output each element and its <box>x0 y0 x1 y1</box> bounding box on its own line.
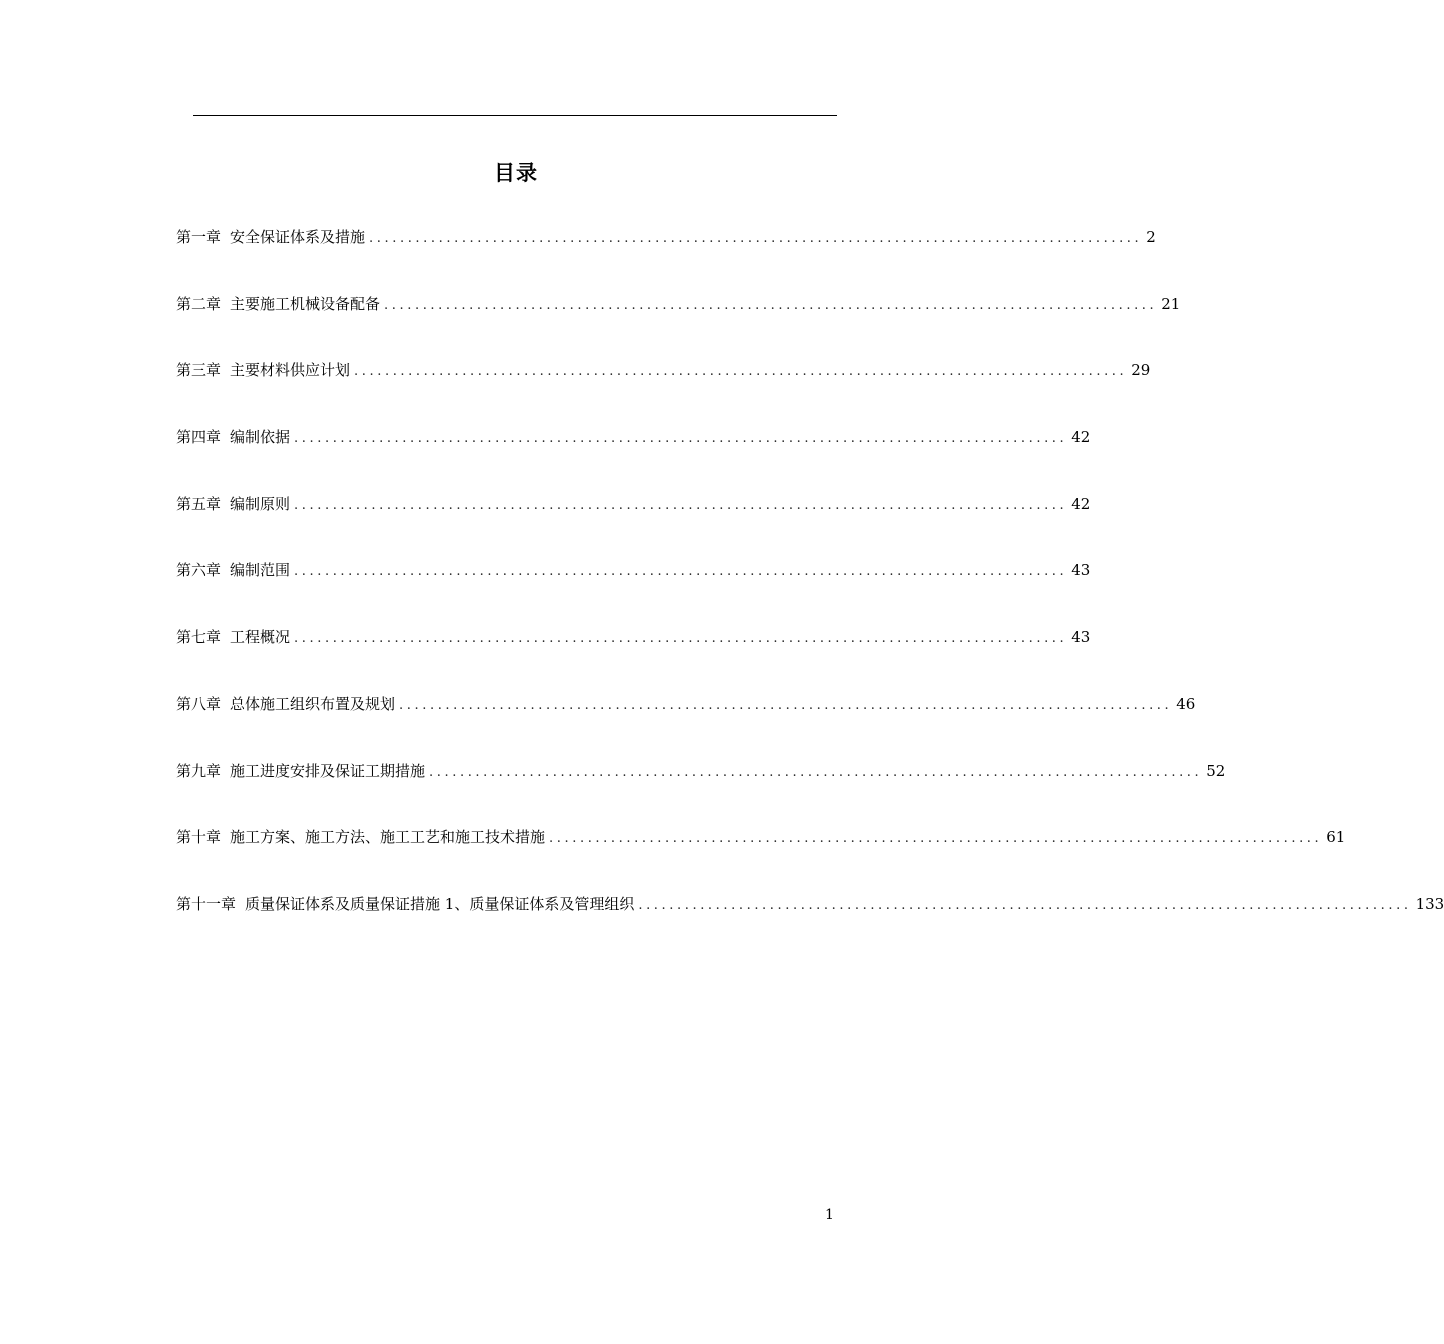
toc-entry[interactable] <box>176 226 1156 293</box>
toc-entry[interactable] <box>176 359 1151 426</box>
toc-dot-leader: .................................................................................................... <box>384 297 1158 313</box>
toc-chapter-title: 主要材料供应计划 <box>230 361 351 380</box>
toc-chapter-title: 主要施工机械设备配备 <box>230 294 381 313</box>
toc-chapter-label: 第十一章 <box>176 894 237 913</box>
toc-page-number: 42 <box>1071 428 1091 447</box>
toc-page-number: 43 <box>1071 628 1091 647</box>
toc-page-number: 42 <box>1071 494 1091 513</box>
toc-chapter-title: 编制范围 <box>230 561 291 580</box>
toc-chapter-title: 施工进度安排及保证工期措施 <box>230 761 426 780</box>
toc-entry[interactable] <box>176 693 1196 760</box>
toc-entry[interactable] <box>176 826 1346 893</box>
toc-dot-leader: .................................................................................................... <box>399 697 1173 713</box>
toc-chapter-title: 工程概况 <box>230 628 291 647</box>
toc-entry[interactable] <box>176 893 1444 960</box>
toc-page-number: 133 <box>1415 894 1444 913</box>
toc-chapter-title: 质量保证体系及质量保证措施 1、质量保证体系及管理组织 <box>245 894 635 913</box>
toc-entry[interactable] <box>176 760 1226 827</box>
toc-dot-leader: .................................................................................................... <box>294 431 1068 447</box>
toc-chapter-label: 第三章 <box>176 361 222 380</box>
toc-chapter-title: 编制依据 <box>230 428 291 447</box>
toc-entry[interactable] <box>176 293 1181 360</box>
toc-chapter-label: 第七章 <box>176 628 222 647</box>
toc-chapter-label: 第六章 <box>176 561 222 580</box>
toc-chapter-title: 安全保证体系及措施 <box>230 228 366 246</box>
toc-page-number: 2 <box>1146 228 1156 246</box>
toc-page-number: 29 <box>1131 361 1151 380</box>
toc-entry[interactable] <box>176 426 1091 493</box>
toc-page-number: 61 <box>1326 828 1346 847</box>
header-rule <box>193 115 837 116</box>
toc-chapter-title: 施工方案、施工方法、施工工艺和施工技术措施 <box>230 828 546 847</box>
toc-entry[interactable] <box>176 559 1091 626</box>
toc-dot-leader: .................................................................................................... <box>638 897 1412 913</box>
toc-dot-leader: .................................................................................................... <box>369 231 1143 246</box>
toc-chapter-title: 总体施工组织布置及规划 <box>230 694 396 713</box>
toc-title: 目录 <box>494 161 538 185</box>
toc-page-number: 46 <box>1176 694 1196 713</box>
toc-page-number: 52 <box>1206 761 1226 780</box>
table-of-contents <box>176 226 1444 960</box>
toc-entry[interactable] <box>176 493 1091 560</box>
toc-dot-leader: .................................................................................................... <box>354 364 1128 380</box>
toc-chapter-label: 第一章 <box>176 228 222 246</box>
toc-entry[interactable] <box>176 626 1091 693</box>
toc-chapter-label: 第四章 <box>176 428 222 447</box>
toc-chapter-title: 编制原则 <box>230 494 291 513</box>
toc-chapter-label: 第五章 <box>176 494 222 513</box>
footer-page-number: 1 <box>825 1207 834 1223</box>
toc-chapter-label: 第十章 <box>176 828 222 847</box>
toc-dot-leader: .................................................................................................... <box>294 631 1068 647</box>
toc-page-number: 21 <box>1161 294 1181 313</box>
toc-chapter-label: 第八章 <box>176 694 222 713</box>
toc-page-number: 43 <box>1071 561 1091 580</box>
toc-dot-leader: .................................................................................................... <box>294 497 1068 513</box>
toc-dot-leader: .................................................................................................... <box>429 764 1203 780</box>
toc-chapter-label: 第二章 <box>176 294 222 313</box>
toc-dot-leader: .................................................................................................... <box>549 831 1323 847</box>
toc-dot-leader: .................................................................................................... <box>294 564 1068 580</box>
toc-chapter-label: 第九章 <box>176 761 222 780</box>
